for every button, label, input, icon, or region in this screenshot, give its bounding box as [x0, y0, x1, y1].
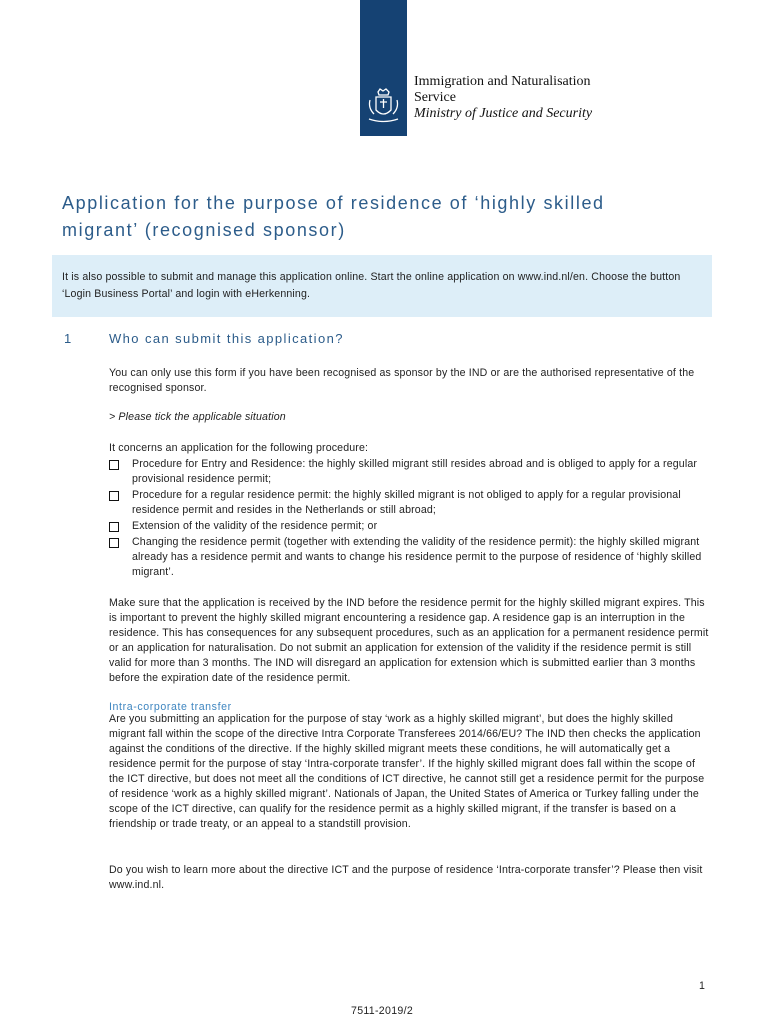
ict-text: Are you submitting an application for the purpose of stay ‘work as a highly skilled migrant’, but does the highly skilled migrant fall within the scope of the directive Intra Corporate Transferees 2014/66/EU? The IND then checks the application against the conditions of the directive. If the highly skilled migrant meets these conditions, he will automatically get a residence permit for the purpose of stay ‘Intra-corporate transfer’. If the highly skilled migrant does fall within the scope of the ICT directive, but does not meet all the conditions of ICT directive, he cannot still get a residence permit for the purpose of residence ‘work as a highly skilled migrant’. Nationals of Japan, the United States of America or Turkey falling under the scope of the ICT directive, can qualify for the residence permit as a highly skilled migrant, if the transfer is based on a friendship or trade treaty, or an appeal to a standstill provision.	[109, 713, 705, 830]
section-intro	[109, 366, 709, 396]
form-title-line2: migrant’ (recognised sponsor)	[62, 220, 346, 240]
procedure-checkbox-1[interactable]	[109, 460, 119, 470]
coat-of-arms-icon	[366, 88, 401, 126]
learn-more-text: Do you wish to learn more about the directive ICT and the purpose of residence ‘Intra-corporate transfer’? Please then visit www.ind.nl.	[109, 864, 703, 891]
procedure-checkbox-4[interactable]	[109, 538, 119, 548]
procedure-checkbox-3[interactable]	[109, 522, 119, 532]
ict-heading: Intra-corporate transfer	[109, 701, 232, 713]
procedure-option-label: Extension of the validity of the residence permit; or	[132, 520, 378, 532]
page-number: 1	[699, 980, 705, 992]
logo-ribbon	[360, 0, 407, 136]
procedure-option-label: Changing the residence permit (together with extending the validity of the residence permit): the highly skilled migrant already has a residence permit and wants to change his residence permit to the purpose of residence of ‘highly skilled migrant’.	[132, 536, 702, 578]
form-title-line1: Application for the purpose of residence of ‘highly skilled	[62, 193, 605, 213]
procedure-option-4[interactable]	[109, 535, 709, 580]
notice-text: It is also possible to submit and manage this application online. Start the online application on www.ind.nl/en. Choose the button ‘Login Business Portal’ and login with eHerkenning.	[62, 271, 681, 300]
procedure-lead-text: It concerns an application for the following procedure:	[109, 442, 369, 454]
procedure-option-3[interactable]	[109, 519, 709, 534]
online-application-notice	[52, 255, 712, 317]
procedure-option-1[interactable]	[109, 457, 709, 487]
section-number: 1	[64, 331, 72, 346]
document-code: 7511-2019/2	[351, 1005, 414, 1017]
residence-gap-warning: Make sure that the application is received by the IND before the residence permit for the highly skilled migrant expires. This is important to prevent the highly skilled migrant encountering a residence gap. A residence gap is an interruption in the residence. This has consequences for any subsequent procedures, such as an application for a permanent residence permit or an application for naturalisation. Do not submit an application for extension of the validity if the residence permit is still valid for more than 3 months. The IND will disregard an application for extension which is submitted earlier than 3 months before the expiration date of the residence permit.	[109, 597, 709, 684]
ministry-name: Ministry of Justice and Security	[414, 106, 593, 121]
procedure-option-label: Procedure for Entry and Residence: the highly skilled migrant still resides abroad and is obliged to apply for a regular provisional residence permit;	[132, 458, 698, 485]
org-name-line1: Immigration and Naturalisation	[414, 74, 591, 89]
procedure-option-2[interactable]	[109, 488, 709, 518]
instruction-text: > Please tick the applicable situation	[109, 411, 286, 423]
organization-name	[414, 74, 592, 122]
org-name-line2: Service	[414, 90, 456, 105]
procedure-option-label: Procedure for a regular residence permit: the highly skilled migrant is not obliged to apply for a regular provisional residence permit and resides in the Netherlands or still abroad;	[132, 489, 681, 516]
section-intro-text: You can only use this form if you have been recognised as sponsor by the IND or are the authorised representative of the recognised sponsor.	[109, 367, 695, 394]
section-title: Who can submit this application?	[109, 331, 344, 346]
form-title	[62, 190, 702, 244]
procedure-checkbox-2[interactable]	[109, 491, 119, 501]
